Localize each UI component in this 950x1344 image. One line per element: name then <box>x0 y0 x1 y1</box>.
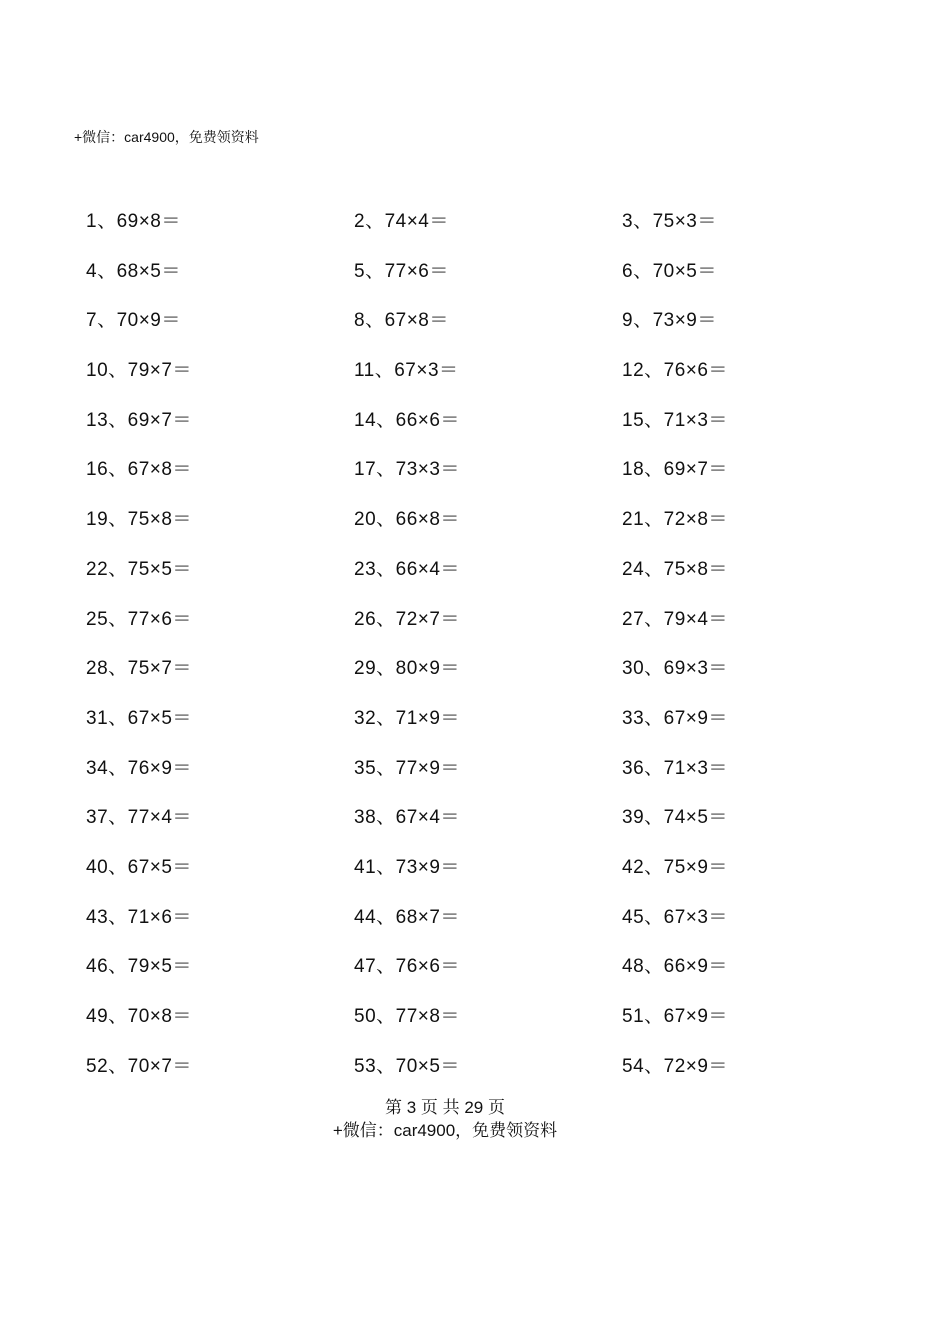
problem-item: 1、69×8＝ <box>86 211 181 232</box>
problem-item: 32、71×9＝ <box>354 707 460 729</box>
problem-item: 53、70×5＝ <box>354 1055 460 1077</box>
problem-item: 6、70×5＝ <box>622 260 717 282</box>
problem-item: 50、77×8＝ <box>354 1006 460 1027</box>
problem-item: 22、75×5＝ <box>86 558 192 580</box>
problem-item: 14、66×6＝ <box>354 409 460 431</box>
footer-note: +微信：car4900，免费领资料 <box>332 1121 558 1140</box>
page-footer <box>0 1096 890 1142</box>
problem-item: 52、70×7＝ <box>86 1055 192 1077</box>
problem-item: 30、69×3＝ <box>622 658 728 680</box>
problem-item: 17、73×3＝ <box>354 459 460 481</box>
problem-item: 2、74×4＝ <box>354 211 449 232</box>
problem-item: 28、75×7＝ <box>86 658 192 680</box>
problem-item: 20、66×8＝ <box>354 509 460 531</box>
problem-item: 29、80×9＝ <box>354 658 460 680</box>
problem-item: 12、76×6＝ <box>622 360 728 382</box>
problem-grid <box>86 205 886 1099</box>
problem-item: 10、79×7＝ <box>86 360 192 382</box>
problem-item: 46、79×5＝ <box>86 956 192 978</box>
problem-item: 43、71×6＝ <box>86 906 192 928</box>
problem-item: 21、72×8＝ <box>622 509 728 531</box>
problem-item: 9、73×9＝ <box>622 310 717 332</box>
problem-item: 40、67×5＝ <box>86 856 192 878</box>
problem-item: 38、67×4＝ <box>354 807 460 829</box>
page-number: 第 3 页 共 29 页 <box>385 1098 505 1117</box>
problem-item: 47、76×6＝ <box>354 956 460 978</box>
problem-item: 42、75×9＝ <box>622 856 728 878</box>
problem-item: 54、72×9＝ <box>622 1055 728 1077</box>
problem-item: 48、66×9＝ <box>622 956 728 978</box>
problem-item: 15、71×3＝ <box>622 409 728 431</box>
problem-item: 33、67×9＝ <box>622 707 728 729</box>
problem-item: 13、69×7＝ <box>86 409 192 431</box>
problem-item: 19、75×8＝ <box>86 509 192 531</box>
problem-item: 41、73×9＝ <box>354 856 460 878</box>
problem-item: 31、67×5＝ <box>86 707 192 729</box>
problem-item: 37、77×4＝ <box>86 807 192 829</box>
problem-item: 51、67×9＝ <box>622 1006 728 1027</box>
problem-item: 44、68×7＝ <box>354 906 460 928</box>
problem-item: 11、67×3＝ <box>354 360 459 382</box>
problem-item: 18、69×7＝ <box>622 459 728 481</box>
problem-item: 26、72×7＝ <box>354 608 460 630</box>
problem-item: 8、67×8＝ <box>354 310 449 332</box>
problem-item: 24、75×8＝ <box>622 558 728 580</box>
problem-item: 49、70×8＝ <box>86 1006 192 1027</box>
problem-item: 36、71×3＝ <box>622 757 728 779</box>
problem-item: 34、76×9＝ <box>86 757 192 779</box>
problem-item: 27、79×4＝ <box>622 608 728 630</box>
problem-item: 23、66×4＝ <box>354 558 460 580</box>
problem-item: 3、75×3＝ <box>622 211 717 232</box>
header-note: +微信：car4900，免费领资料 <box>74 129 259 145</box>
problem-item: 35、77×9＝ <box>354 757 460 779</box>
problem-item: 5、77×6＝ <box>354 260 449 282</box>
problem-item: 4、68×5＝ <box>86 260 181 282</box>
problem-item: 7、70×9＝ <box>86 310 181 332</box>
problem-item: 39、74×5＝ <box>622 807 728 829</box>
problem-item: 45、67×3＝ <box>622 906 728 928</box>
problem-item: 25、77×6＝ <box>86 608 192 630</box>
problem-item: 16、67×8＝ <box>86 459 192 481</box>
